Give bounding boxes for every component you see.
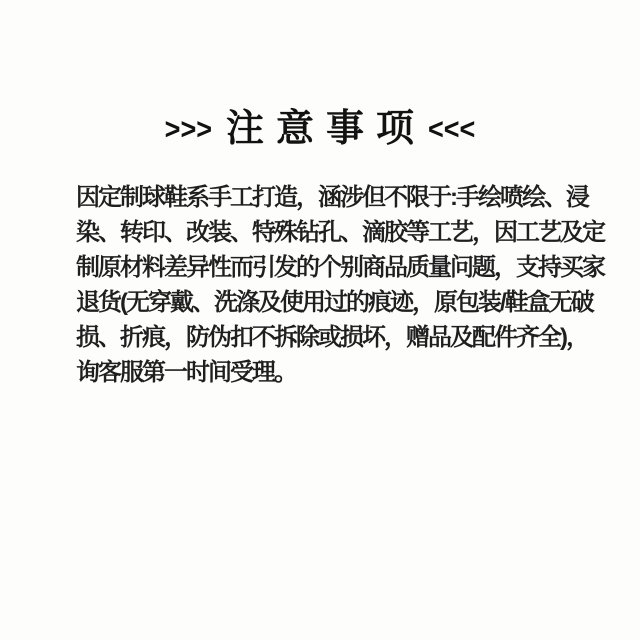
- notice-body-line-3: 制原材料差异性而引发的个别商品质量问题，支持买家: [76, 254, 604, 281]
- notice-body: [76, 180, 616, 390]
- notice-body-line-6: 询客服第一时间受理。: [76, 359, 296, 386]
- notice-title: [0, 104, 640, 154]
- notice-body-line-1: 因定制球鞋系手工打造，涵涉但不限于:手绘喷绘、浸: [76, 184, 588, 211]
- notice-body-line-4: 退货(无穿戴、洗涤及使用过的痕迹，原包装/鞋盒无破: [76, 289, 593, 316]
- chevrons-right-icon: >>>: [164, 111, 212, 145]
- notice-title-text: 注意事项: [225, 108, 426, 150]
- chevrons-left-icon: <<<: [428, 111, 476, 145]
- notice-body-line-2: 染、转印、改装、特殊钻孔、滴胶等工艺，因工艺及定: [76, 219, 604, 246]
- notice-body-line-5: 损、折痕，防伪扣不拆除或损坏，赠品及配件齐全)，: [76, 324, 588, 351]
